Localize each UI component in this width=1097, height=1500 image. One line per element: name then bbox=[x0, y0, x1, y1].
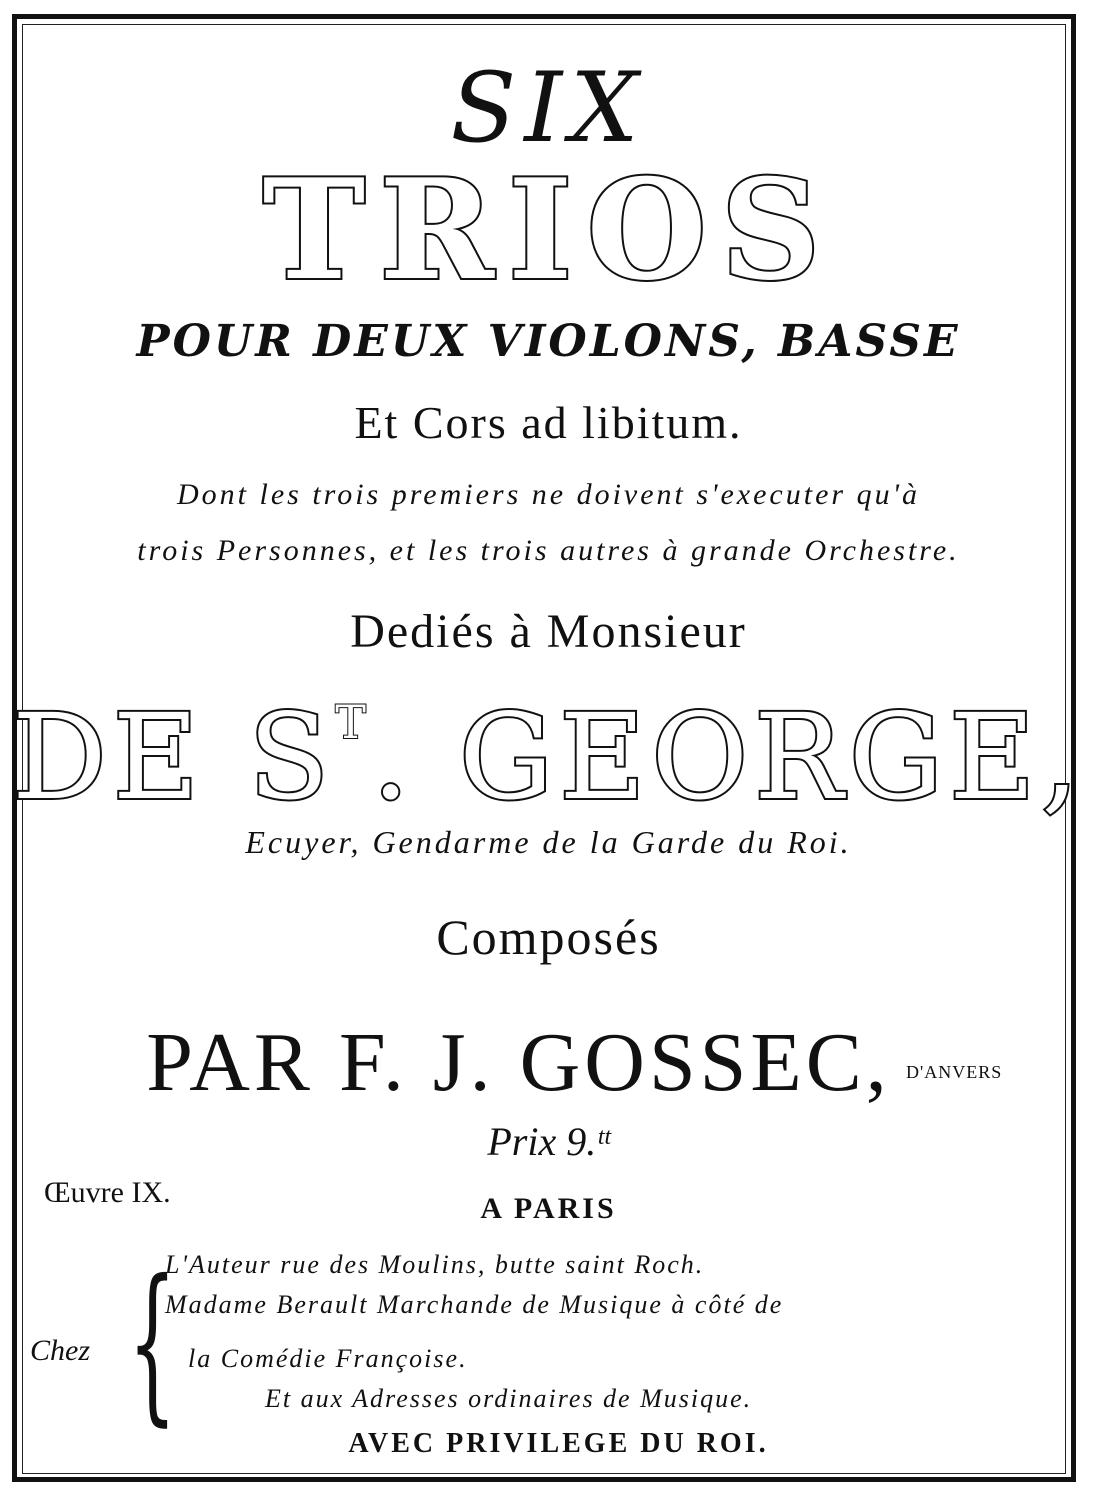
address-line: la Comédie Françoise. bbox=[188, 1344, 468, 1373]
performance-note-line-1: Dont les trois premiers ne doivent s'executer qu'à bbox=[177, 478, 920, 511]
composer-origin: D'ANVERS bbox=[906, 1062, 1003, 1082]
chez-label: Chez bbox=[30, 1334, 90, 1367]
instrumentation: POUR DEUX VIOLONS, BASSE bbox=[136, 316, 961, 367]
horns-ad-libitum: Et Cors ad libitum. bbox=[354, 397, 743, 448]
address-line: Et aux Adresses ordinaires de Musique. bbox=[265, 1384, 753, 1413]
dedicatee-name bbox=[0, 688, 1097, 826]
address-line: L'Auteur rue des Moulins, butte saint Roch. bbox=[165, 1250, 705, 1279]
dedicatee-suffix: . GEORGE, bbox=[371, 688, 1085, 826]
dedicatee-prefix: DE S bbox=[12, 688, 336, 826]
curly-brace-icon: { bbox=[128, 1244, 177, 1442]
opus-number: Œuvre IX. bbox=[44, 1176, 171, 1209]
composed-label: Composés bbox=[436, 909, 661, 965]
composer-name: PAR F. J. GOSSEC, bbox=[146, 1016, 891, 1109]
dedicatee-superscript: T bbox=[335, 695, 372, 749]
address-line: Madame Berault Marchande de Musique à côté de bbox=[165, 1290, 784, 1319]
publication-city: A PARIS bbox=[480, 1192, 617, 1225]
price: Prix 9.ᵗᵗ bbox=[487, 1119, 610, 1164]
dedication-intro: Dediés à Monsieur bbox=[350, 605, 747, 658]
title-trios: TRIOS bbox=[262, 148, 835, 311]
title-six: SIX bbox=[450, 52, 647, 164]
performance-note-line-2: trois Personnes, et les trois autres à grande Orchestre. bbox=[137, 534, 960, 567]
dedicatee-rank: Ecuyer, Gendarme de la Garde du Roi. bbox=[245, 824, 852, 860]
royal-privilege: AVEC PRIVILEGE DU ROI. bbox=[348, 1428, 769, 1459]
